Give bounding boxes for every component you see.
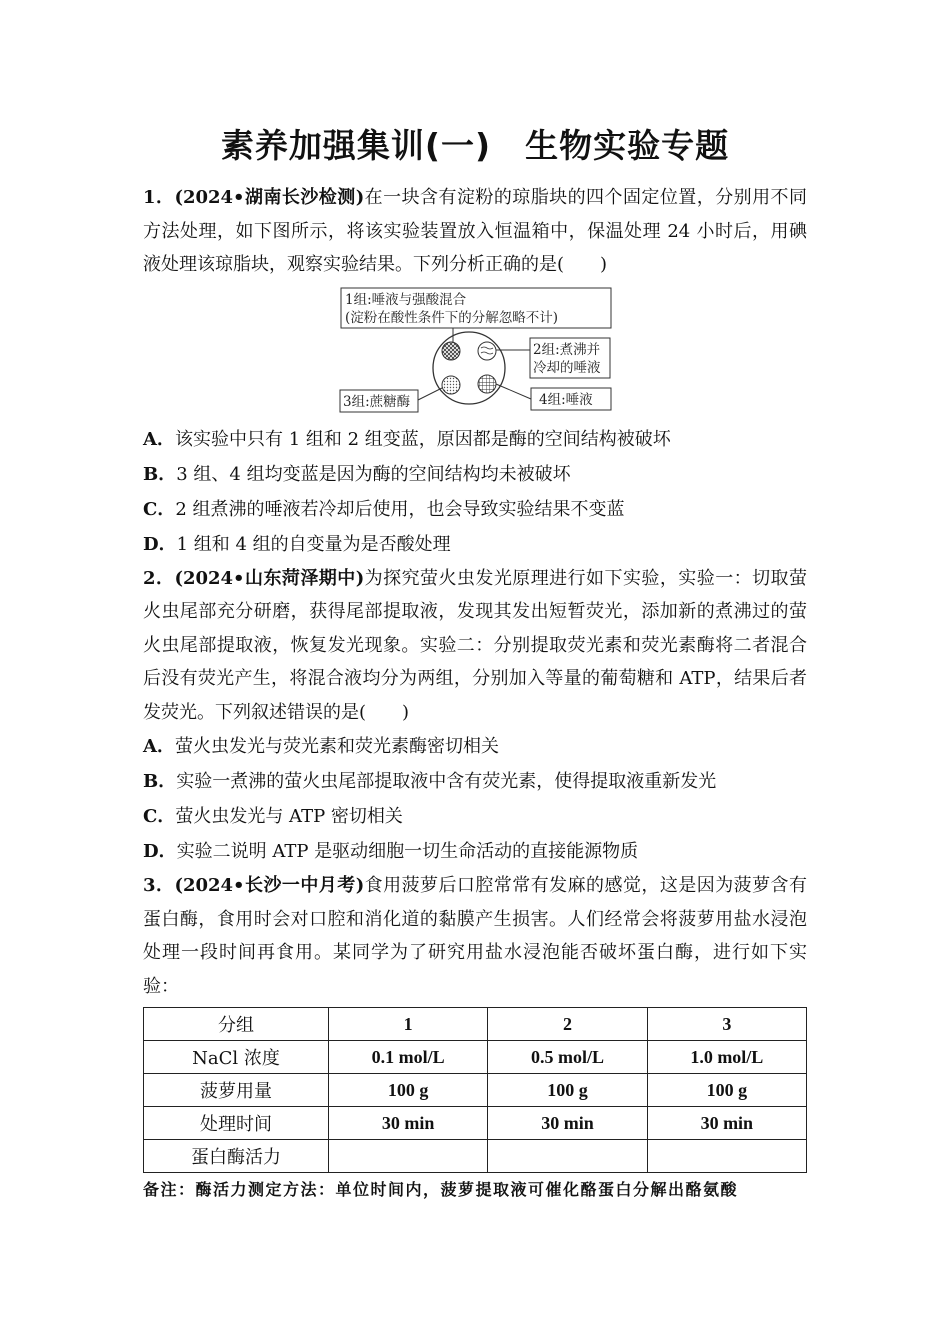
page-title <box>143 120 807 167</box>
question-2-option-c[interactable]: C．萤火虫发光与 ATP 密切相关 <box>143 806 403 827</box>
question-3-text: 食用菠萝后口腔常常有发麻的感觉，这是因为菠萝含有蛋白酶，食用时会对口腔和消化道的黏膜产生损害。人们经常会将菠萝用盐水浸泡处理一段时间再食用。某同学为了研究用盐水浸泡能否破坏蛋白酶，进行如下实验： <box>143 875 808 997</box>
group-2-label-line1: 2组:煮沸并 <box>533 341 601 358</box>
table-row-header: 处理时间 <box>144 1107 329 1140</box>
table-row <box>144 1140 807 1173</box>
well-group-3 <box>442 376 460 394</box>
table-cell: 0.1 mol/L <box>329 1041 488 1074</box>
title-sub: 生物实验专题 <box>525 126 730 165</box>
table-cell-empty <box>329 1140 488 1173</box>
table-note: 备注：酶活力测定方法：单位时间内，菠萝提取液可催化酪蛋白分解出酪氨酸 <box>143 1180 739 1199</box>
question-1-option-d[interactable]: D．1 组和 4 组的自变量为是否酸处理 <box>143 533 451 555</box>
question-2-option-d[interactable]: D．实验二说明 ATP 是驱动细胞一切生命活动的直接能源物质 <box>143 841 639 862</box>
agar-block <box>433 332 505 404</box>
question-1-options <box>143 422 807 562</box>
table-row <box>144 1041 807 1074</box>
question-2-number: 2． <box>143 567 175 589</box>
group-1-label-line2: (淀粉在酸性条件下的分解忽略不计) <box>345 309 559 326</box>
table-cell: 1 <box>329 1008 488 1041</box>
table-cell: 100 g <box>647 1074 806 1107</box>
table-cell-empty <box>647 1140 806 1173</box>
question-1-stem <box>143 181 807 282</box>
table-cell: 100 g <box>488 1074 647 1107</box>
agar-block-diagram <box>143 284 807 416</box>
question-1-option-b[interactable]: B．3 组、4 组均变蓝是因为酶的空间结构均未被破坏 <box>143 463 571 485</box>
question-3-source: (2024•长沙一中月考) <box>174 875 365 896</box>
question-2-option-a[interactable]: A．萤火虫发光与荧光素和荧光素酶密切相关 <box>143 736 499 757</box>
group-3-label: 3组:蔗糖酶 <box>343 393 411 410</box>
question-1-source: (2024•湖南长沙检测) <box>174 187 365 208</box>
table-cell: 0.5 mol/L <box>488 1041 647 1074</box>
table-cell: 30 min <box>647 1107 806 1140</box>
group-2-label-line2: 冷却的唾液 <box>533 359 601 376</box>
agar-block-figure <box>143 284 807 416</box>
document-page <box>143 120 807 1200</box>
question-1-option-a[interactable]: A．该实验中只有 1 组和 2 组变蓝，原因都是酶的空间结构被破坏 <box>143 428 671 450</box>
question-1-text: 在一块含有淀粉的琼脂块的四个固定位置，分别用不同方法处理，如下图所示，将该实验装置放入恒温箱中，保温处理 24 小时后，用碘液处理该琼脂块，观察实验结果。下列分析正确的是( ) <box>143 187 808 275</box>
question-3-number: 3． <box>143 875 175 896</box>
question-2-options <box>143 729 807 869</box>
table-row-header: NaCl 浓度 <box>144 1041 329 1074</box>
title-main: 素养加强集训(一) <box>220 126 492 165</box>
table-cell-empty <box>488 1140 647 1173</box>
table-row-header: 蛋白酶活力 <box>144 1140 329 1173</box>
table-cell: 2 <box>488 1008 647 1041</box>
question-2-source: (2024•山东菏泽期中) <box>174 567 365 589</box>
table-cell: 100 g <box>329 1074 488 1107</box>
table-row <box>144 1107 807 1140</box>
question-1-option-c[interactable]: C．2 组煮沸的唾液若冷却后使用，也会导致实验结果不变蓝 <box>143 498 625 520</box>
table-row-header: 分组 <box>144 1008 329 1041</box>
well-group-1 <box>442 342 460 360</box>
table-row <box>144 1008 807 1041</box>
well-group-4 <box>478 375 496 393</box>
well-group-2 <box>478 342 496 360</box>
question-2-option-b[interactable]: B．实验一煮沸的萤火虫尾部提取液中含有荧光素，使得提取液重新发光 <box>143 771 717 792</box>
table-cell: 3 <box>647 1008 806 1041</box>
question-1-number: 1． <box>143 187 175 208</box>
group-1-label-line1: 1组:唾液与强酸混合 <box>345 291 467 308</box>
table-cell: 30 min <box>488 1107 647 1140</box>
table-cell: 1.0 mol/L <box>647 1041 806 1074</box>
table-row <box>144 1074 807 1107</box>
table-row-header: 菠萝用量 <box>144 1074 329 1107</box>
experiment-table <box>143 1007 807 1173</box>
question-3-stem <box>143 869 807 1003</box>
question-2-stem <box>143 562 807 730</box>
group-4-label: 4组:唾液 <box>539 391 593 408</box>
question-2-text: 为探究萤火虫发光原理进行如下实验，实验一：切取萤火虫尾部充分研磨，获得尾部提取液，发现其发出短暂荧光，添加新的煮沸过的萤火虫尾部提取液，恢复发光现象。实验二：分别提取荧光素和荧光素酶将二者混合后没有荧光产生，将混合液均分为两组，分别加入等量的葡萄糖和 ATP，结果后者发荧光。下列叙述错误的是( ) <box>143 567 808 723</box>
table-cell: 30 min <box>329 1107 488 1140</box>
